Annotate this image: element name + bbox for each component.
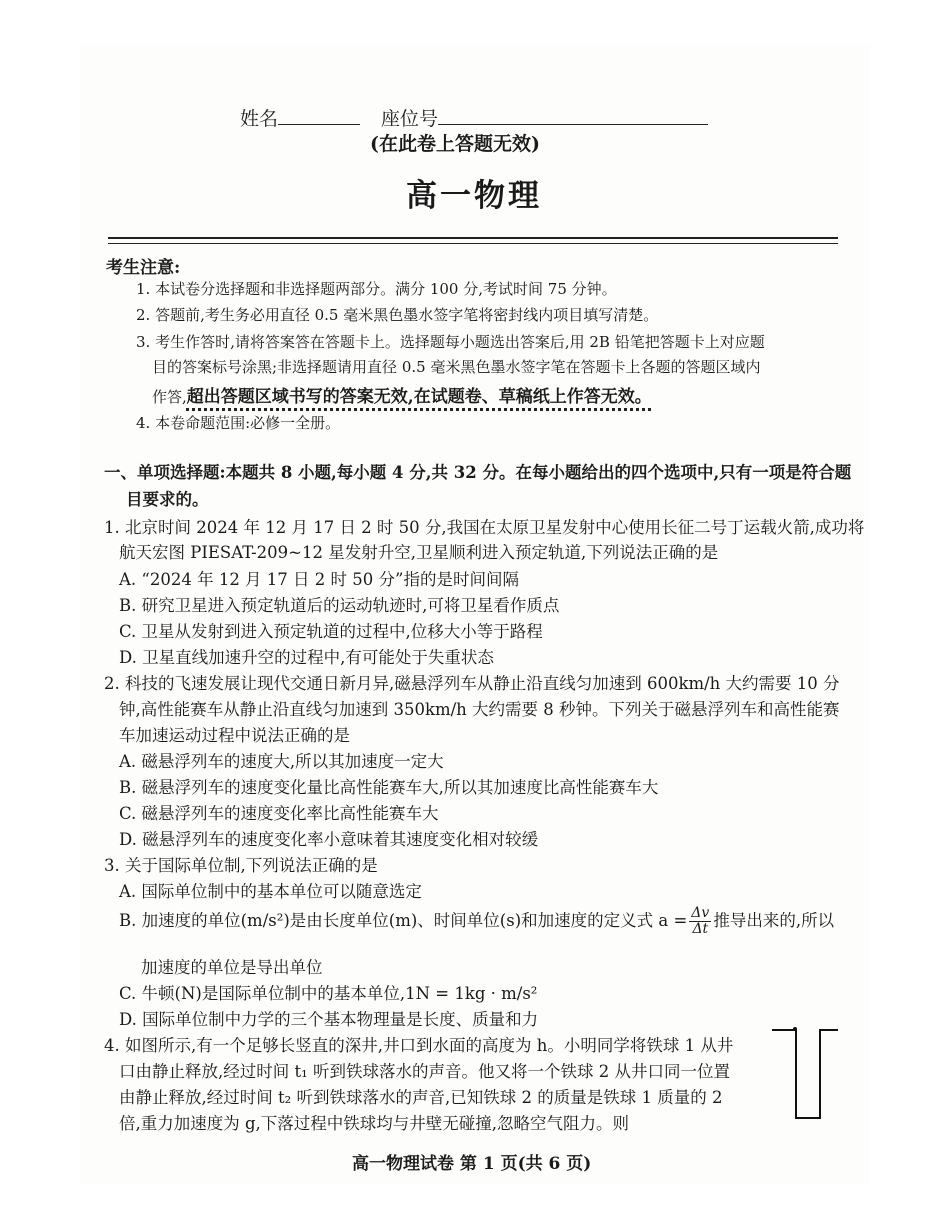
question-1-option-d: D. 卫星直线加速升空的过程中,有可能处于失重状态 bbox=[119, 648, 494, 667]
question-3-option-c: C. 牛顿(N)是国际单位制中的基本单位,1N = 1kg · m/s² bbox=[119, 984, 538, 1003]
question-4-stem-end: 倍,重力加速度为 g,下落过程中铁球均与井壁无碰撞,忽略空气阻力。则 bbox=[119, 1114, 630, 1133]
question-3-option-b: B. 加速度的单位(m/s²)是由长度单位(m)、时间单位(s)和加速度的定义式 a = $\frac{\Delta v}{\Delta t}$ 推导出来的,所以 bbox=[119, 905, 835, 937]
invalid-note: (在此卷上答题无效) bbox=[370, 133, 540, 155]
question-2-stem-cont: 钟,高性能赛车从静止沿直线匀加速到 350km/h 大约需要 8 秒钟。下列关于磁悬浮列车和高性能赛 bbox=[119, 700, 840, 719]
question-1-option-a: A. “2024 年 12 月 17 日 2 时 50 分”指的是时间间隔 bbox=[119, 570, 519, 589]
question-4-stem: 4. 如图所示,有一个足够长竖直的深井,井口到水面的高度为 h。小明同学将铁球 1 从井 bbox=[104, 1036, 734, 1055]
question-3-stem: 3. 关于国际单位制,下列说法正确的是 bbox=[104, 856, 378, 875]
question-1-stem: 1. 北京时间 2024 年 12 月 17 日 2 时 50 分,我国在太原卫星发射中心使用长征二号丁运载火箭,成功将 bbox=[104, 518, 865, 537]
question-2-stem: 2. 科技的飞速发展让现代交通日新月异,磁悬浮列车从静止沿直线匀加速到 600km/h 大约需要 10 分 bbox=[104, 674, 840, 693]
question-2-option-b: B. 磁悬浮列车的速度变化量比高性能赛车大,所以其加速度比高性能赛车大 bbox=[119, 778, 659, 797]
page-footer: 高一物理试卷 第 1 页(共 6 页) bbox=[352, 1154, 592, 1174]
section-heading-cont: 目要求的。 bbox=[126, 490, 209, 509]
acceleration-formula: $\frac{\Delta v}{\Delta t}$ bbox=[691, 905, 710, 937]
notice-heading: 考生注意: bbox=[106, 258, 181, 278]
notice-item-2: 2. 答题前,考生务必用直径 0.5 毫米黑色墨水签字笔将密封线内项目填写清楚。 bbox=[136, 306, 659, 324]
page-title: 高一物理 bbox=[406, 178, 542, 214]
double-rule-top bbox=[108, 237, 838, 239]
emphasis-text: 超出答题区域书写的答案无效,在试题卷、草稿纸上作答无效。 bbox=[186, 387, 652, 407]
question-1-stem-cont: 航天宏图 PIESAT-209~12 星发射升空,卫星顺利进入预定轨道,下列说法正确的是 bbox=[119, 543, 719, 562]
question-3-option-b-cont: 加速度的单位是导出单位 bbox=[141, 958, 323, 977]
well-diagram bbox=[770, 1020, 842, 1125]
notice-item-3: 3. 考生作答时,请将答案答在答题卡上。选择题每小题选出答案后,用 2B 铅笔把答题卡上对应题 bbox=[136, 333, 765, 351]
double-rule-bottom bbox=[108, 243, 838, 244]
question-4-stem-cont-2: 由静止释放,经过时间 t₂ 听到铁球落水的声音,已知铁球 2 的质量是铁球 1 质量的 2 bbox=[119, 1088, 723, 1107]
question-1-option-b: B. 研究卫星进入预定轨道后的运动轨迹时,可将卫星看作质点 bbox=[119, 596, 560, 615]
section-heading: 一、单项选择题:本题共 8 小题,每小题 4 分,共 32 分。在每小题给出的四个选项中,只有一项是符合题 bbox=[104, 463, 852, 482]
question-3-option-d: D. 国际单位制中力学的三个基本物理量是长度、质量和力 bbox=[119, 1010, 539, 1029]
question-2-option-d: D. 磁悬浮列车的速度变化率小意味着其速度变化相对较缓 bbox=[119, 830, 539, 849]
seat-field: 座位号 bbox=[381, 104, 708, 131]
notice-item-3-cont: 目的答案标号涂黑;非选择题请用直径 0.5 毫米黑色墨水签字笔在答题卡上各题的答题区域内 bbox=[152, 358, 761, 376]
notice-item-1: 1. 本试卷分选择题和非选择题两部分。满分 100 分,考试时间 75 分钟。 bbox=[136, 280, 617, 298]
question-1-option-c: C. 卫星从发射到进入预定轨道的过程中,位移大小等于路程 bbox=[119, 622, 543, 641]
question-2-option-a: A. 磁悬浮列车的速度大,所以其加速度一定大 bbox=[119, 752, 444, 771]
name-field: 姓名 bbox=[240, 104, 360, 131]
question-3-option-a: A. 国际单位制中的基本单位可以随意选定 bbox=[119, 882, 422, 901]
well-outline bbox=[772, 1030, 838, 1118]
question-4-stem-cont: 口由静止释放,经过时间 t₁ 听到铁球落水的声音。他又将一个铁球 2 从井口同一位置 bbox=[119, 1062, 730, 1081]
notice-item-4: 4. 本卷命题范围:必修一全册。 bbox=[136, 414, 341, 432]
question-2-stem-end: 车加速运动过程中说法正确的是 bbox=[119, 726, 350, 745]
question-2-option-c: C. 磁悬浮列车的速度变化率比高性能赛车大 bbox=[119, 804, 439, 823]
iron-ball-icon bbox=[793, 1027, 797, 1031]
notice-item-3-end: 作答,超出答题区域书写的答案无效,在试题卷、草稿纸上作答无效。 bbox=[152, 387, 652, 407]
